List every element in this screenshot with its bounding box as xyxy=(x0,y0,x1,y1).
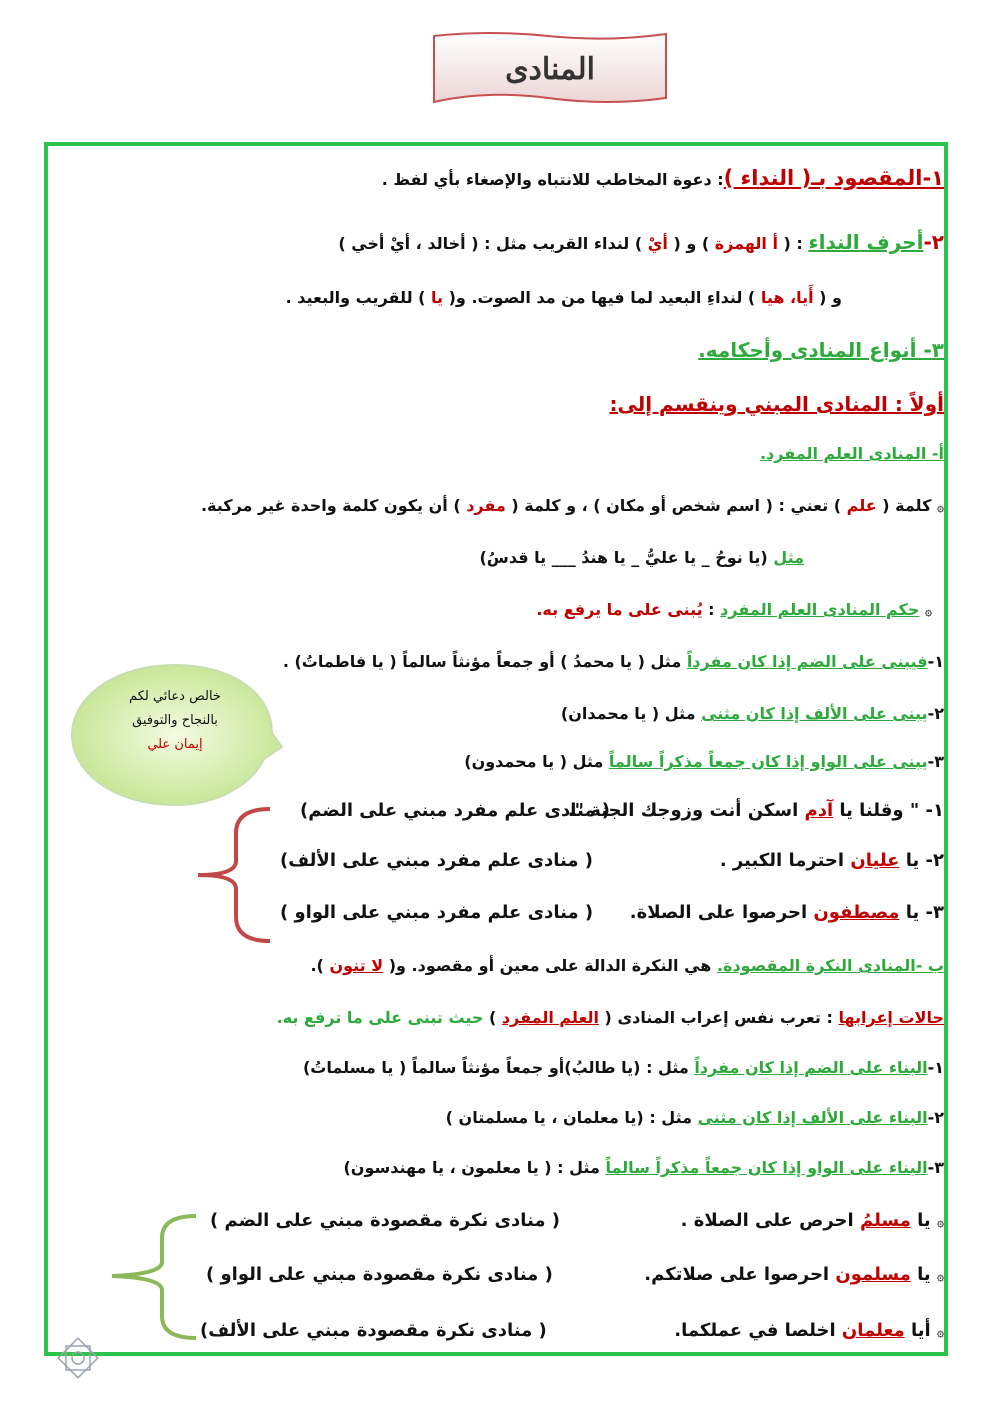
particles-line-2 xyxy=(54,288,842,307)
first-heading xyxy=(54,392,944,416)
example-note: ( منادى نكرة مقصودة مبني على الضم ) xyxy=(210,1210,561,1231)
a-label: أ- المنادى العلم المفرد. xyxy=(759,444,944,463)
bullet-icon: ۞ xyxy=(936,500,944,514)
particles-num: ٢- xyxy=(923,230,944,254)
hukm-line xyxy=(54,600,932,619)
mithal-text: (يا نوحُ _ يا عليُّ _ يا هندُ ___ يا قدسُ) xyxy=(479,548,774,567)
mithal-line xyxy=(54,548,804,567)
bullet-icon: ۞ xyxy=(924,604,932,618)
b-line xyxy=(54,956,944,975)
hukm-label: حكم المنادى العلم المفرد xyxy=(720,600,920,619)
rule-num: ١- xyxy=(927,1058,944,1077)
rule-label: يبنى على الألف إذا كان مثنى xyxy=(701,704,928,723)
example-post: احرصوا على الصلاة. xyxy=(629,902,814,923)
definition-line xyxy=(54,166,944,190)
particles-text-f: ) للقريب والبعيد . xyxy=(285,288,432,307)
example-word: عليان xyxy=(850,850,900,871)
rule-text: مثل : (يا طالبُ)أو جمعاً مؤنثاً سالماً ( يا مسلماتُ) xyxy=(302,1058,695,1077)
example2-row xyxy=(210,1210,944,1231)
rule-label: يبنى على الواو إذا كان جمعاً مذكراً سالماً xyxy=(608,752,928,771)
rule-label: فيبنى على الضم إذا كان مفرداً xyxy=(686,652,928,671)
example-pre: يا xyxy=(910,1264,931,1285)
halat-text-a: : تعرب نفس إعراب المنادى ( xyxy=(598,1008,839,1027)
rule2-row xyxy=(54,1158,944,1177)
example-pre: ٢- يا xyxy=(899,850,944,871)
example-note: ( منادى علم مفرد مبني على الضم) xyxy=(300,800,611,821)
rule2-row xyxy=(54,1058,944,1077)
ya-word: يا xyxy=(431,288,444,307)
title-banner xyxy=(428,28,672,110)
aya-word: أَيا، هيا xyxy=(760,288,814,307)
bubble-line-1: خالص دعائي لكم xyxy=(129,689,221,704)
rule-num: ٢- xyxy=(927,704,944,723)
example-word: مصطفون xyxy=(813,902,900,923)
halat-text-b: ) xyxy=(483,1008,502,1027)
first-label: أولاً : المنادى المبني وينقسم إلى: xyxy=(609,392,944,416)
example-pre: أيا xyxy=(904,1320,931,1341)
mufrad-word: مفرد xyxy=(466,496,506,515)
hukm-text: يُبنى على ما يرفع به. xyxy=(536,600,703,619)
brace-green-icon xyxy=(108,1212,208,1342)
bubble-text xyxy=(110,685,240,757)
definition-label: ١-المقصود بـ( النداء ) xyxy=(723,166,944,190)
example-pre: يا xyxy=(910,1210,931,1231)
mithal-label: مثل xyxy=(773,548,804,567)
particles-text-d: و ( xyxy=(813,288,842,307)
b-text: هي النكرة الدالة على معين أو مقصود. و( xyxy=(383,956,717,975)
rule-text: مثل ( يا محمدُ ) أو جمعاً مؤنثاً سالماً ( يا فاطماتُ) . xyxy=(282,652,687,671)
hukm-sep: : xyxy=(702,600,721,619)
rule-label: البناء على الضم إذا كان مفرداً xyxy=(694,1058,928,1077)
rule-num: ٣- xyxy=(927,752,944,771)
author-name: إيمان علي xyxy=(147,737,203,752)
example-post: احرصوا على صلاتكم. xyxy=(644,1264,836,1285)
kalima-line xyxy=(54,496,944,515)
bubble-line-2: بالنجاح والتوفيق xyxy=(132,713,218,728)
kalima-text-c: ) أن يكون كلمة واحدة غير مركبة. xyxy=(200,496,467,515)
particles-text-a: : ( xyxy=(777,234,809,253)
example-note: ( منادى علم مفرد مبني على الألف) xyxy=(280,850,594,871)
example1-row xyxy=(300,800,944,821)
example-post: اسكن أنت وزوجك الجنة ". xyxy=(567,800,805,821)
types-heading xyxy=(54,338,944,362)
example2-row xyxy=(200,1320,944,1341)
example-word: آدم xyxy=(804,800,834,821)
speech-bubble xyxy=(50,655,290,815)
example-word: معلمان xyxy=(841,1320,905,1341)
ay-word: أيْ xyxy=(647,234,668,253)
b-neg: لا تنون xyxy=(329,956,384,975)
b-end: ). xyxy=(310,956,330,975)
halat-line xyxy=(54,1008,944,1027)
types-label: ٣- أنواع المنادى وأحكامه. xyxy=(698,338,944,362)
example-word: مسلمون xyxy=(835,1264,911,1285)
hamza-word: أ الهمزة xyxy=(714,234,778,253)
ornament-icon xyxy=(50,1330,106,1386)
kalima-text-a: كلمة ( xyxy=(876,496,932,515)
example1-row xyxy=(280,850,944,871)
page-title: المنادى xyxy=(505,51,595,87)
a-heading xyxy=(54,444,944,463)
kalima-text-b: ) تعني : ( اسم شخص أو مكان ) ، و كلمة ( xyxy=(505,496,847,515)
rule-label: البناء على الألف إذا كان مثنى xyxy=(697,1108,928,1127)
bullet-icon: ۞ xyxy=(936,1269,944,1283)
rule-text: مثل : ( يا معلمون ، يا مهندسون) xyxy=(343,1158,606,1177)
rule2-row xyxy=(54,1108,944,1127)
example-note: ( منادى علم مفرد مبني على الواو ) xyxy=(280,902,594,923)
b-label: ب -المنادى النكرة المقصودة. xyxy=(716,956,944,975)
example-post: احترما الكبير . xyxy=(719,850,851,871)
alam-word: علم xyxy=(846,496,877,515)
example-word: مسلمُ xyxy=(859,1210,911,1231)
particles-label: أحرف النداء xyxy=(808,230,924,254)
particles-text-b: ) و ( xyxy=(667,234,715,253)
example-note: ( منادى نكرة مقصودة مبني على الألف) xyxy=(200,1320,547,1341)
rule-text: مثل ( يا محمدان) xyxy=(560,704,702,723)
halat-alam: العلم المفرد xyxy=(501,1008,599,1027)
rule-num: ٢- xyxy=(927,1108,944,1127)
example1-row xyxy=(280,902,944,923)
halat-label: حالات إعرابها xyxy=(838,1008,944,1027)
example-post: احرص على الصلاة . xyxy=(680,1210,860,1231)
rule-num: ١- xyxy=(927,652,944,671)
bullet-icon: ۞ xyxy=(936,1215,944,1229)
rule-text: مثل : (يا معلمان ، يا مسلمتان ) xyxy=(445,1108,698,1127)
particles-line-1 xyxy=(54,230,944,254)
example-pre: ١- " وقلنا يا xyxy=(833,800,944,821)
rule-text: مثل ( يا محمدون) xyxy=(464,752,609,771)
halat-text-c: حيث تبنى على ما ترفع به. xyxy=(276,1008,484,1027)
example-pre: ٣- يا xyxy=(899,902,944,923)
example-note: ( منادى نكرة مقصودة مبني على الواو ) xyxy=(206,1264,553,1285)
rule-num: ٣- xyxy=(927,1158,944,1177)
definition-text: : دعوة المخاطب للانتباه والإصغاء بأي لفظ . xyxy=(381,170,724,189)
bullet-icon: ۞ xyxy=(936,1325,944,1339)
rule-label: البناء على الواو إذا كان جمعاً مذكراً سالماً xyxy=(605,1158,928,1177)
example-post: اخلصا في عملكما. xyxy=(674,1320,842,1341)
example2-row xyxy=(206,1264,944,1285)
particles-text-c: ) لنداء القريب مثل : ( أخالد ، أيْ أخي ) xyxy=(338,234,648,253)
brace-red-icon xyxy=(192,805,282,945)
particles-text-e: ) لنداءِ البعيد لما فيها من مد الصوت. و( xyxy=(443,288,761,307)
